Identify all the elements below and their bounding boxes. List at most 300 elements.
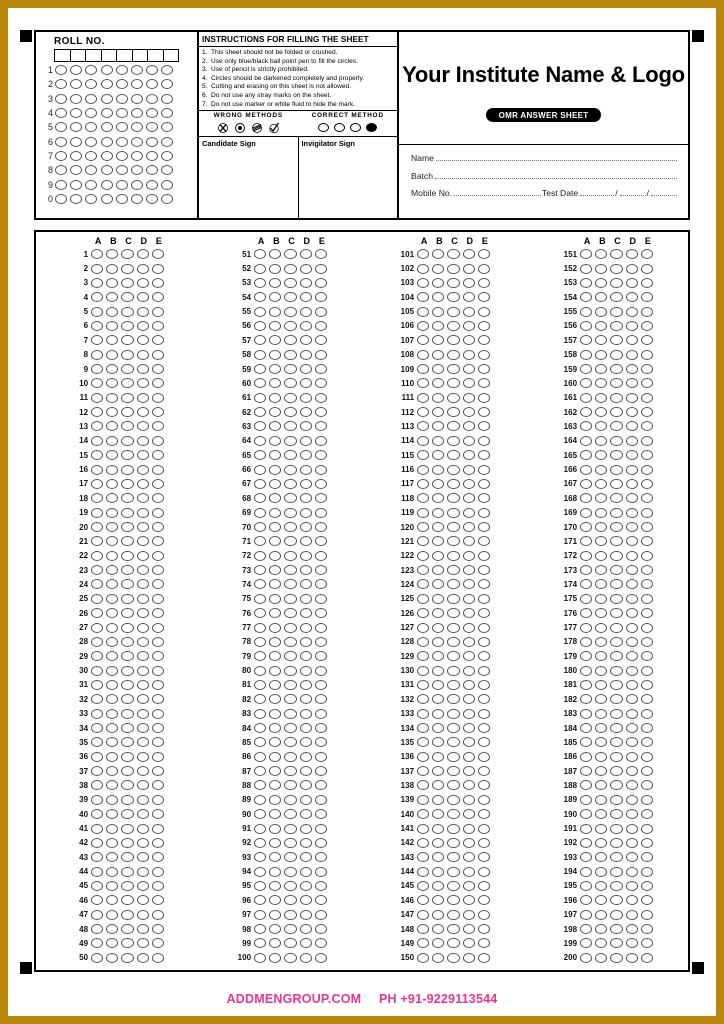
answer-bubble-c[interactable]	[121, 780, 133, 790]
answer-bubble-c[interactable]	[121, 895, 133, 905]
answer-bubble-c[interactable]	[284, 249, 296, 259]
answer-bubble-c[interactable]	[447, 378, 459, 388]
answer-bubble-d[interactable]	[463, 953, 475, 963]
answer-bubble-e[interactable]	[478, 536, 490, 546]
answer-bubble-b[interactable]	[432, 264, 444, 274]
answer-bubble-b[interactable]	[269, 350, 281, 360]
answer-bubble-c[interactable]	[121, 522, 133, 532]
roll-bubble[interactable]	[85, 137, 97, 147]
answer-bubble-a[interactable]	[580, 752, 592, 762]
answer-bubble-b[interactable]	[595, 953, 607, 963]
answer-bubble-b[interactable]	[269, 795, 281, 805]
answer-bubble-a[interactable]	[91, 637, 103, 647]
answer-bubble-a[interactable]	[580, 680, 592, 690]
answer-bubble-d[interactable]	[463, 450, 475, 460]
answer-bubble-b[interactable]	[595, 752, 607, 762]
answer-bubble-b[interactable]	[106, 910, 118, 920]
answer-bubble-d[interactable]	[463, 809, 475, 819]
roll-bubble[interactable]	[85, 122, 97, 132]
answer-bubble-e[interactable]	[315, 694, 327, 704]
answer-bubble-e[interactable]	[641, 249, 653, 259]
answer-bubble-e[interactable]	[152, 249, 164, 259]
answer-bubble-b[interactable]	[106, 407, 118, 417]
answer-bubble-b[interactable]	[106, 637, 118, 647]
answer-bubble-d[interactable]	[137, 493, 149, 503]
answer-bubble-d[interactable]	[300, 493, 312, 503]
answer-bubble-a[interactable]	[417, 450, 429, 460]
answer-bubble-e[interactable]	[641, 493, 653, 503]
roll-bubble[interactable]	[131, 165, 143, 175]
roll-bubble[interactable]	[161, 79, 173, 89]
name-field-input[interactable]	[436, 153, 677, 161]
roll-bubble[interactable]	[70, 165, 82, 175]
name-field-row[interactable]	[411, 153, 678, 163]
answer-bubble-a[interactable]	[417, 938, 429, 948]
answer-bubble-e[interactable]	[641, 680, 653, 690]
answer-bubble-e[interactable]	[315, 910, 327, 920]
answer-bubble-b[interactable]	[595, 737, 607, 747]
answer-bubble-e[interactable]	[478, 421, 490, 431]
answer-bubble-b[interactable]	[432, 594, 444, 604]
answer-bubble-e[interactable]	[478, 522, 490, 532]
answer-bubble-e[interactable]	[478, 364, 490, 374]
answer-bubble-d[interactable]	[626, 551, 638, 561]
answer-bubble-c[interactable]	[610, 938, 622, 948]
answer-bubble-b[interactable]	[432, 493, 444, 503]
answer-bubble-b[interactable]	[595, 493, 607, 503]
answer-bubble-a[interactable]	[580, 292, 592, 302]
answer-bubble-d[interactable]	[137, 565, 149, 575]
answer-bubble-a[interactable]	[254, 393, 266, 403]
answer-bubble-d[interactable]	[626, 479, 638, 489]
answer-bubble-c[interactable]	[447, 737, 459, 747]
answer-bubble-d[interactable]	[300, 651, 312, 661]
roll-bubble[interactable]	[70, 122, 82, 132]
answer-bubble-e[interactable]	[152, 335, 164, 345]
answer-bubble-a[interactable]	[91, 393, 103, 403]
answer-bubble-c[interactable]	[610, 565, 622, 575]
answer-bubble-d[interactable]	[137, 307, 149, 317]
answer-bubble-d[interactable]	[137, 895, 149, 905]
answer-bubble-e[interactable]	[152, 780, 164, 790]
roll-bubble[interactable]	[131, 108, 143, 118]
answer-bubble-e[interactable]	[478, 335, 490, 345]
answer-bubble-d[interactable]	[137, 838, 149, 848]
roll-number-bubble-grid[interactable]	[40, 63, 193, 206]
answer-bubble-a[interactable]	[254, 953, 266, 963]
answer-bubble-a[interactable]	[417, 536, 429, 546]
roll-bubble[interactable]	[161, 94, 173, 104]
answer-bubble-b[interactable]	[106, 938, 118, 948]
answer-bubble-d[interactable]	[300, 264, 312, 274]
roll-bubble[interactable]	[70, 137, 82, 147]
roll-bubble[interactable]	[70, 194, 82, 204]
answer-bubble-d[interactable]	[137, 795, 149, 805]
roll-bubble[interactable]	[131, 65, 143, 75]
answer-bubble-d[interactable]	[300, 249, 312, 259]
answer-bubble-e[interactable]	[152, 307, 164, 317]
answer-bubble-c[interactable]	[284, 335, 296, 345]
answer-bubble-d[interactable]	[463, 895, 475, 905]
roll-bubble[interactable]	[131, 180, 143, 190]
answer-bubble-d[interactable]	[463, 493, 475, 503]
answer-bubble-a[interactable]	[580, 895, 592, 905]
answer-bubble-d[interactable]	[463, 737, 475, 747]
answer-bubble-c[interactable]	[121, 910, 133, 920]
answer-bubble-c[interactable]	[610, 737, 622, 747]
answer-bubble-e[interactable]	[315, 938, 327, 948]
answer-bubble-a[interactable]	[91, 694, 103, 704]
answer-bubble-d[interactable]	[300, 321, 312, 331]
answer-bubble-a[interactable]	[417, 766, 429, 776]
answer-bubble-a[interactable]	[254, 421, 266, 431]
answer-bubble-c[interactable]	[121, 623, 133, 633]
answer-bubble-b[interactable]	[595, 551, 607, 561]
roll-bubble[interactable]	[55, 180, 67, 190]
roll-bubble[interactable]	[101, 108, 113, 118]
answer-bubble-e[interactable]	[641, 565, 653, 575]
answer-bubble-a[interactable]	[254, 809, 266, 819]
answer-bubble-b[interactable]	[432, 752, 444, 762]
answer-bubble-e[interactable]	[315, 364, 327, 374]
roll-bubble[interactable]	[101, 65, 113, 75]
answer-bubble-c[interactable]	[610, 278, 622, 288]
answer-bubble-e[interactable]	[641, 852, 653, 862]
answer-bubble-a[interactable]	[417, 350, 429, 360]
answer-bubble-c[interactable]	[121, 436, 133, 446]
answer-bubble-b[interactable]	[595, 723, 607, 733]
answer-bubble-d[interactable]	[626, 565, 638, 575]
answer-bubble-b[interactable]	[595, 350, 607, 360]
answer-bubble-a[interactable]	[91, 292, 103, 302]
roll-bubble[interactable]	[146, 122, 158, 132]
answer-bubble-a[interactable]	[580, 623, 592, 633]
answer-bubble-d[interactable]	[300, 335, 312, 345]
answer-bubble-c[interactable]	[121, 594, 133, 604]
answer-bubble-b[interactable]	[269, 723, 281, 733]
answer-bubble-c[interactable]	[284, 651, 296, 661]
answer-bubble-a[interactable]	[417, 321, 429, 331]
answer-bubble-a[interactable]	[580, 780, 592, 790]
answer-bubble-b[interactable]	[432, 465, 444, 475]
answer-bubble-b[interactable]	[106, 651, 118, 661]
answer-bubble-a[interactable]	[417, 278, 429, 288]
answer-bubble-c[interactable]	[447, 249, 459, 259]
answer-bubble-c[interactable]	[284, 752, 296, 762]
answer-bubble-c[interactable]	[284, 421, 296, 431]
roll-bubble[interactable]	[70, 65, 82, 75]
answer-bubble-c[interactable]	[610, 623, 622, 633]
answer-bubble-c[interactable]	[121, 292, 133, 302]
answer-bubble-c[interactable]	[447, 867, 459, 877]
answer-bubble-e[interactable]	[478, 637, 490, 647]
answer-bubble-c[interactable]	[284, 637, 296, 647]
answer-bubble-b[interactable]	[106, 579, 118, 589]
answer-bubble-b[interactable]	[106, 536, 118, 546]
answer-bubble-d[interactable]	[463, 651, 475, 661]
answer-bubble-b[interactable]	[595, 852, 607, 862]
answer-bubble-b[interactable]	[269, 292, 281, 302]
answer-bubble-b[interactable]	[106, 824, 118, 834]
answer-bubble-c[interactable]	[610, 694, 622, 704]
answer-bubble-c[interactable]	[447, 350, 459, 360]
answer-bubble-a[interactable]	[91, 680, 103, 690]
answer-bubble-e[interactable]	[641, 522, 653, 532]
answer-bubble-e[interactable]	[478, 278, 490, 288]
answer-bubble-a[interactable]	[254, 508, 266, 518]
answer-bubble-a[interactable]	[91, 824, 103, 834]
answer-bubble-b[interactable]	[432, 421, 444, 431]
answer-bubble-b[interactable]	[269, 407, 281, 417]
answer-bubble-c[interactable]	[121, 565, 133, 575]
answer-bubble-b[interactable]	[432, 637, 444, 647]
roll-bubble[interactable]	[161, 108, 173, 118]
roll-bubble[interactable]	[161, 65, 173, 75]
answer-bubble-c[interactable]	[610, 594, 622, 604]
answer-bubble-b[interactable]	[595, 450, 607, 460]
answer-bubble-e[interactable]	[152, 651, 164, 661]
answer-bubble-a[interactable]	[91, 407, 103, 417]
invigilator-sign-box[interactable]	[299, 137, 398, 218]
answer-bubble-c[interactable]	[447, 321, 459, 331]
roll-bubble[interactable]	[146, 165, 158, 175]
answer-bubble-d[interactable]	[300, 608, 312, 618]
answer-bubble-d[interactable]	[300, 867, 312, 877]
answer-bubble-c[interactable]	[610, 364, 622, 374]
answer-bubble-a[interactable]	[580, 493, 592, 503]
test-date-year-input[interactable]	[651, 188, 677, 196]
answer-bubble-d[interactable]	[463, 350, 475, 360]
answer-bubble-c[interactable]	[284, 852, 296, 862]
answer-bubble-d[interactable]	[137, 938, 149, 948]
answer-bubble-e[interactable]	[478, 895, 490, 905]
roll-bubble[interactable]	[116, 65, 128, 75]
answer-bubble-d[interactable]	[300, 752, 312, 762]
answer-bubble-a[interactable]	[580, 465, 592, 475]
answer-bubble-d[interactable]	[137, 579, 149, 589]
answer-bubble-b[interactable]	[595, 795, 607, 805]
answer-bubble-c[interactable]	[447, 536, 459, 546]
answer-bubble-a[interactable]	[417, 436, 429, 446]
answer-bubble-a[interactable]	[254, 752, 266, 762]
answer-bubble-e[interactable]	[478, 378, 490, 388]
answer-bubble-a[interactable]	[580, 264, 592, 274]
answer-bubble-a[interactable]	[91, 264, 103, 274]
answer-bubble-c[interactable]	[121, 579, 133, 589]
answer-bubble-c[interactable]	[284, 378, 296, 388]
answer-bubble-c[interactable]	[121, 335, 133, 345]
answer-bubble-b[interactable]	[269, 766, 281, 776]
answer-bubble-a[interactable]	[417, 723, 429, 733]
answer-bubble-b[interactable]	[595, 522, 607, 532]
answer-bubble-e[interactable]	[478, 608, 490, 618]
answer-bubble-d[interactable]	[137, 666, 149, 676]
answer-bubble-c[interactable]	[447, 364, 459, 374]
answer-bubble-b[interactable]	[595, 407, 607, 417]
answer-bubble-b[interactable]	[106, 393, 118, 403]
answer-bubble-b[interactable]	[595, 249, 607, 259]
answer-bubble-b[interactable]	[106, 278, 118, 288]
answer-bubble-e[interactable]	[152, 278, 164, 288]
answer-bubble-a[interactable]	[91, 938, 103, 948]
answer-bubble-a[interactable]	[91, 421, 103, 431]
answer-bubble-c[interactable]	[121, 637, 133, 647]
answer-bubble-d[interactable]	[137, 881, 149, 891]
answer-bubble-a[interactable]	[580, 637, 592, 647]
answer-bubble-b[interactable]	[106, 508, 118, 518]
answer-bubble-c[interactable]	[447, 421, 459, 431]
answer-bubble-c[interactable]	[447, 508, 459, 518]
answer-bubble-c[interactable]	[121, 508, 133, 518]
answer-bubble-b[interactable]	[432, 292, 444, 302]
answer-bubble-e[interactable]	[478, 709, 490, 719]
answer-bubble-c[interactable]	[610, 924, 622, 934]
answer-bubble-a[interactable]	[580, 579, 592, 589]
answer-bubble-a[interactable]	[91, 364, 103, 374]
answer-bubble-d[interactable]	[626, 508, 638, 518]
answer-bubble-d[interactable]	[137, 953, 149, 963]
answer-bubble-d[interactable]	[463, 393, 475, 403]
answer-bubble-b[interactable]	[595, 938, 607, 948]
answer-bubble-a[interactable]	[91, 565, 103, 575]
answer-bubble-a[interactable]	[254, 852, 266, 862]
roll-bubble[interactable]	[85, 94, 97, 104]
answer-bubble-d[interactable]	[300, 551, 312, 561]
answer-bubble-d[interactable]	[463, 709, 475, 719]
answer-bubble-c[interactable]	[610, 824, 622, 834]
answer-bubble-b[interactable]	[106, 780, 118, 790]
candidate-sign-box[interactable]	[199, 137, 299, 218]
answer-bubble-a[interactable]	[580, 867, 592, 877]
answer-bubble-c[interactable]	[121, 953, 133, 963]
answer-bubble-a[interactable]	[417, 666, 429, 676]
answer-bubble-b[interactable]	[269, 551, 281, 561]
answer-bubble-e[interactable]	[478, 292, 490, 302]
answer-bubble-e[interactable]	[315, 723, 327, 733]
roll-bubble[interactable]	[116, 122, 128, 132]
answer-bubble-d[interactable]	[300, 421, 312, 431]
mobile-and-date-row[interactable]	[411, 188, 678, 198]
answer-bubble-a[interactable]	[417, 608, 429, 618]
answer-bubble-a[interactable]	[417, 752, 429, 762]
answer-bubble-a[interactable]	[580, 651, 592, 661]
footer-website[interactable]: ADDMENGROUP.COM	[226, 992, 362, 1006]
answer-bubble-d[interactable]	[463, 910, 475, 920]
answer-bubble-b[interactable]	[595, 809, 607, 819]
answer-bubble-e[interactable]	[641, 393, 653, 403]
answer-bubble-b[interactable]	[432, 838, 444, 848]
answer-bubble-e[interactable]	[641, 608, 653, 618]
answer-bubble-b[interactable]	[432, 321, 444, 331]
answer-bubble-b[interactable]	[432, 623, 444, 633]
answer-bubble-e[interactable]	[478, 824, 490, 834]
answer-bubble-e[interactable]	[152, 766, 164, 776]
answer-bubble-e[interactable]	[641, 579, 653, 589]
answer-bubble-c[interactable]	[447, 953, 459, 963]
answer-bubble-b[interactable]	[595, 579, 607, 589]
answer-bubble-c[interactable]	[610, 895, 622, 905]
answer-bubble-d[interactable]	[300, 623, 312, 633]
answer-grid[interactable]	[34, 230, 690, 972]
roll-bubble[interactable]	[101, 122, 113, 132]
roll-bubble[interactable]	[131, 94, 143, 104]
answer-bubble-e[interactable]	[641, 924, 653, 934]
answer-bubble-a[interactable]	[91, 623, 103, 633]
answer-bubble-c[interactable]	[447, 723, 459, 733]
answer-bubble-d[interactable]	[137, 723, 149, 733]
answer-bubble-e[interactable]	[152, 551, 164, 561]
answer-bubble-c[interactable]	[284, 579, 296, 589]
answer-bubble-b[interactable]	[432, 666, 444, 676]
answer-bubble-c[interactable]	[447, 393, 459, 403]
answer-bubble-c[interactable]	[447, 608, 459, 618]
answer-bubble-a[interactable]	[91, 953, 103, 963]
answer-bubble-b[interactable]	[106, 292, 118, 302]
answer-bubble-e[interactable]	[315, 307, 327, 317]
answer-bubble-a[interactable]	[254, 623, 266, 633]
answer-bubble-d[interactable]	[626, 809, 638, 819]
answer-bubble-d[interactable]	[137, 752, 149, 762]
answer-bubble-e[interactable]	[152, 436, 164, 446]
roll-bubble[interactable]	[70, 180, 82, 190]
answer-bubble-a[interactable]	[417, 809, 429, 819]
answer-bubble-e[interactable]	[152, 565, 164, 575]
answer-bubble-d[interactable]	[626, 838, 638, 848]
answer-bubble-b[interactable]	[269, 752, 281, 762]
answer-bubble-d[interactable]	[137, 536, 149, 546]
answer-bubble-c[interactable]	[610, 766, 622, 776]
answer-bubble-e[interactable]	[152, 694, 164, 704]
answer-bubble-c[interactable]	[610, 809, 622, 819]
answer-bubble-d[interactable]	[137, 378, 149, 388]
answer-bubble-e[interactable]	[152, 709, 164, 719]
answer-bubble-b[interactable]	[595, 393, 607, 403]
answer-bubble-d[interactable]	[463, 479, 475, 489]
answer-bubble-e[interactable]	[315, 895, 327, 905]
answer-bubble-d[interactable]	[137, 924, 149, 934]
answer-bubble-a[interactable]	[417, 307, 429, 317]
answer-bubble-e[interactable]	[315, 953, 327, 963]
answer-bubble-c[interactable]	[121, 723, 133, 733]
answer-bubble-c[interactable]	[284, 508, 296, 518]
answer-bubble-a[interactable]	[417, 680, 429, 690]
roll-bubble[interactable]	[101, 151, 113, 161]
answer-bubble-e[interactable]	[478, 450, 490, 460]
answer-bubble-a[interactable]	[417, 522, 429, 532]
answer-bubble-b[interactable]	[595, 680, 607, 690]
answer-bubble-a[interactable]	[254, 479, 266, 489]
answer-bubble-c[interactable]	[447, 709, 459, 719]
answer-bubble-a[interactable]	[580, 307, 592, 317]
answer-bubble-c[interactable]	[121, 378, 133, 388]
answer-bubble-c[interactable]	[447, 666, 459, 676]
answer-bubble-b[interactable]	[106, 565, 118, 575]
answer-bubble-c[interactable]	[121, 694, 133, 704]
roll-bubble[interactable]	[161, 194, 173, 204]
answer-bubble-e[interactable]	[478, 723, 490, 733]
answer-bubble-b[interactable]	[595, 421, 607, 431]
answer-bubble-d[interactable]	[300, 637, 312, 647]
answer-bubble-d[interactable]	[300, 795, 312, 805]
answer-bubble-a[interactable]	[254, 723, 266, 733]
answer-bubble-e[interactable]	[641, 321, 653, 331]
answer-bubble-b[interactable]	[106, 723, 118, 733]
answer-bubble-d[interactable]	[300, 881, 312, 891]
answer-bubble-c[interactable]	[284, 307, 296, 317]
answer-bubble-e[interactable]	[152, 393, 164, 403]
answer-bubble-b[interactable]	[595, 895, 607, 905]
answer-bubble-d[interactable]	[300, 407, 312, 417]
